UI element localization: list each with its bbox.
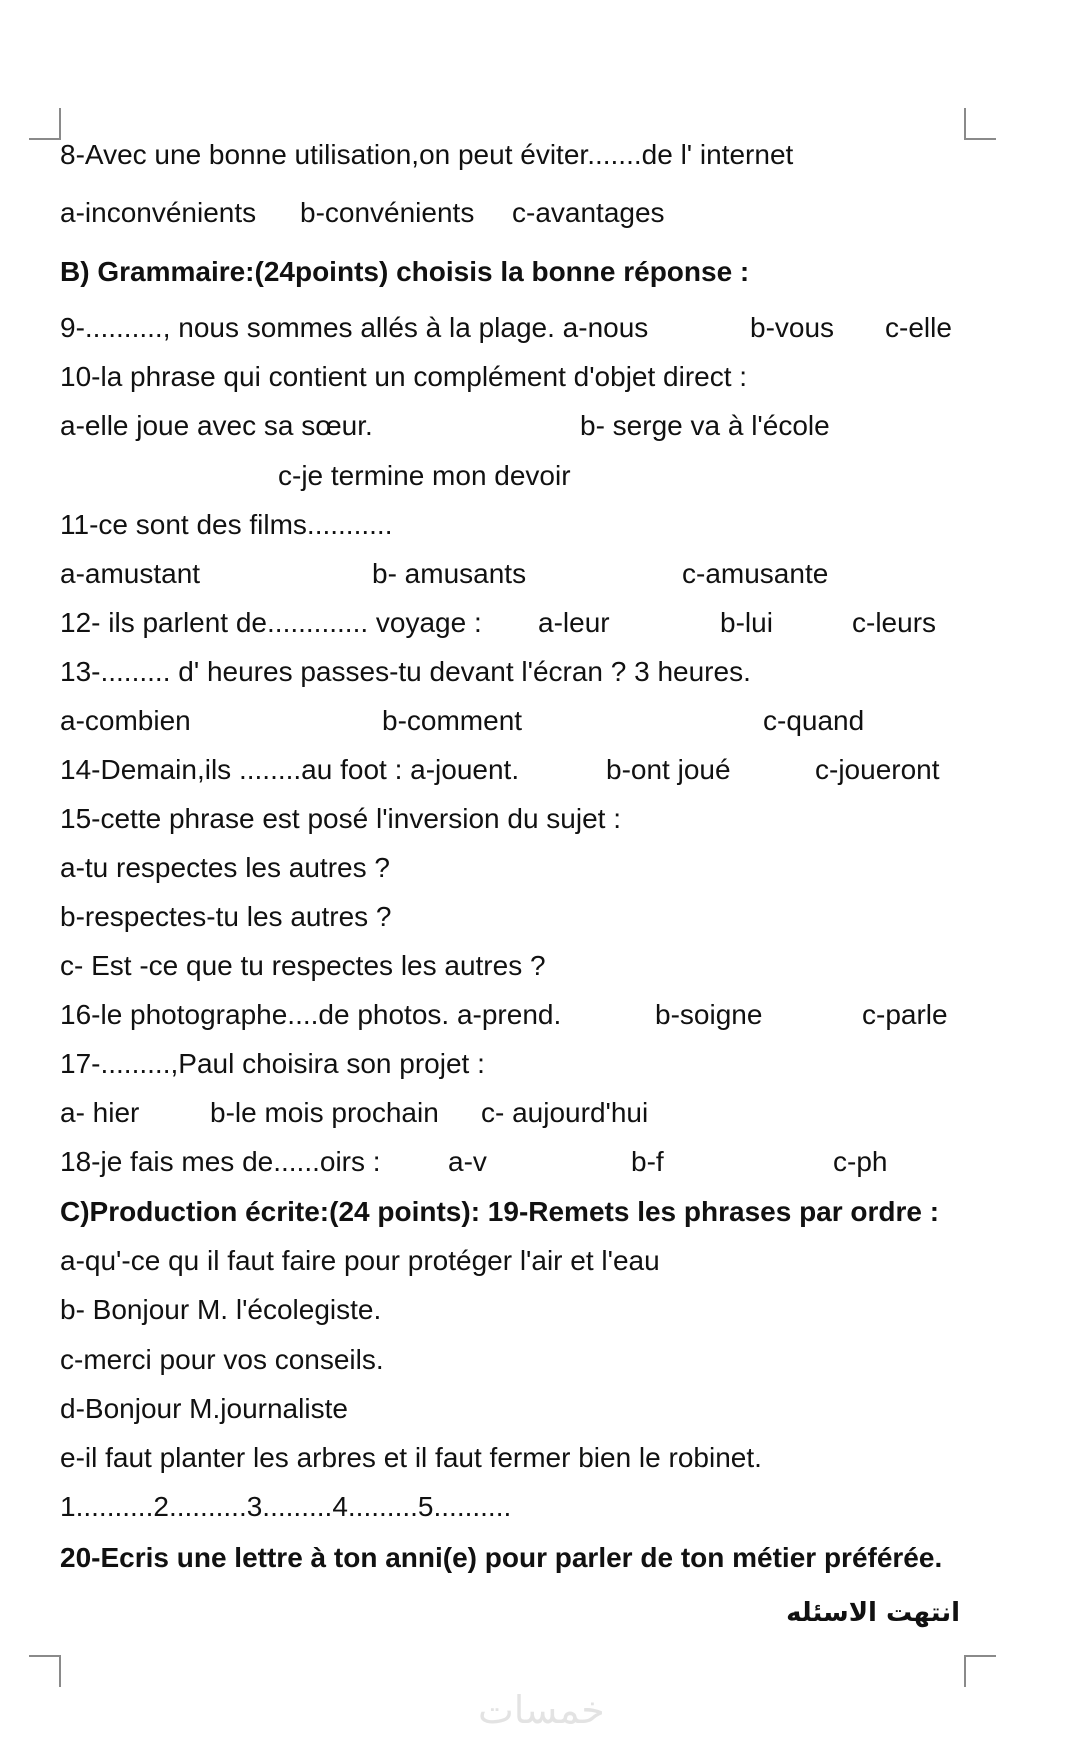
question-10: 10-la phrase qui contient un complément d'objet direct : — [60, 361, 748, 392]
question-13: 13-......... d' heures passes-tu devant l'écran ? 3 heures. — [60, 656, 751, 687]
q15-option-a: a-tu respectes les autres ? — [60, 852, 390, 883]
q14-option-c: c-joueront — [815, 754, 940, 785]
q18-option-b: b-f — [631, 1146, 664, 1177]
q11-option-b: b- amusants — [372, 558, 527, 589]
question-8: 8-Avec une bonne utilisation,on peut éviter.......de l' internet — [60, 139, 794, 170]
q11-option-a: a-amustant — [60, 558, 201, 589]
q11-option-c: c-amusante — [682, 558, 829, 589]
q19-sentence-a: a-qu'-ce qu il faut faire pour protéger l'air et l'eau — [60, 1245, 660, 1276]
section-b-title: B) Grammaire:(24points) choisis la bonne réponse : — [60, 256, 750, 287]
q18-option-c: c-ph — [833, 1146, 888, 1177]
q12-option-a: a-leur — [538, 607, 610, 638]
q16-option-c: c-parle — [862, 999, 948, 1030]
crop-mark-top-left — [29, 108, 61, 140]
q9-option-b: b-vous — [750, 312, 835, 343]
crop-mark-bottom-left — [29, 1655, 61, 1687]
q19-sentence-b: b- Bonjour M. l'écolegiste. — [60, 1294, 382, 1325]
q14-option-b: b-ont joué — [606, 754, 731, 785]
watermark: خمسات — [478, 1688, 605, 1732]
crop-mark-bottom-right — [964, 1655, 996, 1687]
q13-option-a: a-combien — [60, 705, 191, 736]
question-9: 9-.........., nous sommes allés à la plage. a-nous — [60, 312, 649, 343]
q17-option-c: c- aujourd'hui — [481, 1097, 649, 1128]
q10-option-a: a-elle joue avec sa sœur. — [60, 410, 373, 441]
q10-option-b: b- serge va à l'école — [580, 410, 830, 441]
end-of-questions-text: انتهت الاسئله — [786, 1598, 960, 1628]
question-14: 14-Demain,ils ........au foot : a-jouent. — [60, 754, 520, 785]
question-16: 16-le photographe....de photos. a-prend. — [60, 999, 562, 1030]
q8-option-b: b-convénients — [300, 197, 475, 228]
question-17: 17-.........,Paul choisira son projet : — [60, 1048, 485, 1079]
q13-option-c: c-quand — [763, 705, 865, 736]
question-15: 15-cette phrase est posé l'inversion du sujet : — [60, 803, 621, 834]
question-12: 12- ils parlent de............. voyage : — [60, 607, 482, 638]
question-11: 11-ce sont des films........... — [60, 509, 393, 540]
q19-order-blanks: 1..........2..........3.........4.........5.......... — [60, 1491, 512, 1522]
q13-option-b: b-comment — [382, 705, 523, 736]
q8-option-a: a-inconvénients — [60, 197, 257, 228]
section-c-title: C)Production écrite:(24 points): 19-Remets les phrases par ordre : — [60, 1196, 940, 1227]
q19-sentence-c: c-merci pour vos conseils. — [60, 1344, 384, 1375]
question-20: 20-Ecris une lettre à ton anni(e) pour parler de ton métier préférée. — [60, 1542, 943, 1573]
q12-option-c: c-leurs — [852, 607, 937, 638]
question-18: 18-je fais mes de......oirs : — [60, 1146, 381, 1177]
q15-option-b: b-respectes-tu les autres ? — [60, 901, 392, 932]
q17-option-a: a- hier — [60, 1097, 140, 1128]
q17-option-b: b-le mois prochain — [210, 1097, 439, 1128]
q8-option-c: c-avantages — [512, 197, 665, 228]
q16-option-b: b-soigne — [655, 999, 763, 1030]
q9-option-c: c-elle — [885, 312, 952, 343]
q10-option-c: c-je termine mon devoir — [278, 460, 571, 491]
q15-option-c: c- Est -ce que tu respectes les autres ? — [60, 950, 546, 981]
crop-mark-top-right — [964, 108, 996, 140]
q12-option-b: b-lui — [720, 607, 773, 638]
q19-sentence-e: e-il faut planter les arbres et il faut fermer bien le robinet. — [60, 1442, 762, 1473]
q18-option-a: a-v — [448, 1146, 487, 1177]
q19-sentence-d: d-Bonjour M.journaliste — [60, 1393, 348, 1424]
